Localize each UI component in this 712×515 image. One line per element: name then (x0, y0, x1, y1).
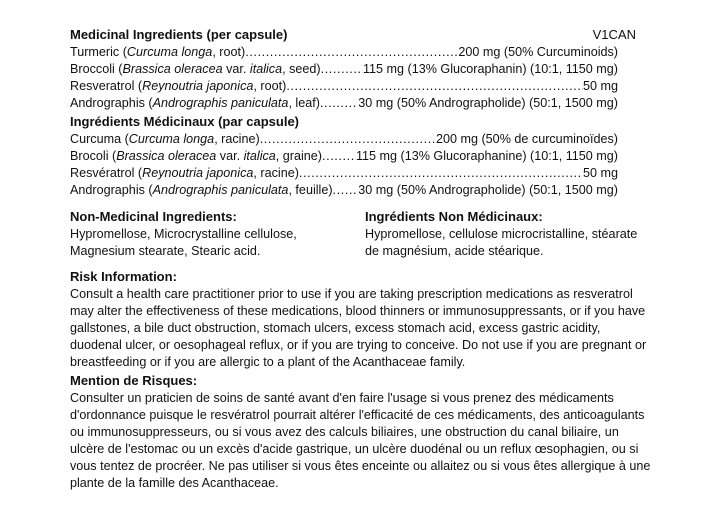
scientific-name: Andrographis paniculata (152, 96, 289, 110)
risk-fr-line: vous tentez de procréer. Ne pas utiliser si vous êtes enceinte ou allaitez ou si vous êtes allergique à une (70, 459, 651, 473)
non-medicinal-en (70, 208, 350, 260)
leader-dots (286, 78, 583, 95)
ingredient-row-fr-1: Brocoli (Brassica oleracea var. italica, graine) ..... 115 mg (13% Glucoraphanine) (10:1, 1150 mg) (70, 148, 618, 165)
scientific-name: Reynoutria japonica (142, 166, 254, 180)
ingredient-dose: 200 mg (50% Curcuminoids) (458, 45, 618, 59)
risk-en-line: gallstones, a bile duct obstruction, stomach ulcers, excess stomach acid, excess gastric acidity, (70, 321, 601, 335)
ingredient-row-fr-3: Andrographis (Andrographis paniculata, feuille) ..... 30 mg (50% Andrographolide) (50:1, 1500 mg) (70, 182, 618, 199)
risk-information-fr (70, 372, 651, 492)
risk-fr-line: d'ordonnance puisque le resvératrol pourrait altérer l'efficacité de ces médicaments, des anticoagulants (70, 408, 645, 422)
risk-fr-line: ou immunosuppresseurs, ou si vous avez des calculs biliaires, une obstruction du canal biliaire, un (70, 425, 619, 439)
risk-information-en (70, 268, 647, 371)
leader-dots (320, 95, 358, 112)
non-medicinal-en-title: Non-Medicinal Ingredients: (70, 209, 237, 224)
scientific-name: Brassica oleracea (122, 62, 223, 76)
risk-information-fr-title: Mention de Risques: (70, 373, 198, 388)
ingredient-dose: 30 mg (50% Andrographolide) (50:1, 1500 mg) (358, 183, 618, 197)
ingredient-dose: 115 mg (13% Glucoraphanin) (10:1, 1150 mg) (362, 62, 618, 76)
non-medicinal-fr-title: Ingrédients Non Médicinaux: (365, 209, 543, 224)
risk-fr-line: plante de la famille des Acanthaceae. (70, 476, 279, 490)
ingredient-dose: 50 mg (582, 166, 618, 180)
scientific-variety: italica (249, 62, 283, 76)
ingredient-row-en-3: Andrographis (Andrographis paniculata, leaf) ..... 30 mg (50% Andrographolide) (50:1, 1500 mg) (70, 95, 618, 112)
scientific-name: Reynoutria japonica (142, 79, 254, 93)
risk-en-line: may alter the effectiveness of these medications, blood thinners or immunosuppressants, or if you have (70, 304, 646, 318)
non-medicinal-fr (365, 208, 640, 260)
medicinal-ingredients-title: Medicinal Ingredients (per capsule) (70, 27, 288, 42)
ingredient-row-en-0: Turmeric (Curcuma longa, root) ..... 200 mg (50% Curcuminoids) (70, 44, 618, 61)
leader-dots (321, 61, 363, 78)
non-medicinal-fr-line: Hypromellose, cellulose microcristalline, stéarate (365, 227, 638, 241)
label-code: V1CAN (592, 27, 636, 42)
non-medicinal-fr-line: de magnésium, acide stéarique. (365, 244, 544, 258)
ingredients-medicinaux-title: Ingrédients Médicinaux (par capsule) (70, 114, 299, 129)
risk-en-line: Consult a health care practitioner prior to use if you are taking prescription medications as resveratrol (70, 287, 633, 301)
risk-en-line: breastfeeding or if you are allergic to a plant of the Acanthaceae family. (70, 355, 466, 369)
scientific-name: Brassica oleracea (116, 149, 217, 163)
ingredient-dose: 30 mg (50% Andrographolide) (50:1, 1500 mg) (358, 96, 618, 110)
ingredient-dose: 200 mg (50% de curcuminoïdes) (435, 132, 618, 146)
risk-information-en-title: Risk Information: (70, 269, 177, 284)
ingredient-dose: 50 mg (582, 79, 618, 93)
leader-dots (245, 44, 458, 61)
leader-dots (333, 182, 359, 199)
risk-fr-line: Consulter un praticien de soins de santé avant d'en faire l'usage si vous prenez des médicaments (70, 391, 614, 405)
scientific-name: Andrographis paniculata (152, 183, 289, 197)
leader-dots (260, 131, 436, 148)
ingredient-row-fr-0: Curcuma (Curcuma longa, racine) ..... 200 mg (50% de curcuminoïdes) (70, 131, 618, 148)
medicinal-ingredients-header (70, 26, 636, 44)
scientific-variety: italica (243, 149, 276, 163)
ingredient-row-fr-2: Resvératrol (Reynoutria japonica, racine) ..... 50 mg (70, 165, 618, 182)
ingredient-dose: 115 mg (13% Glucoraphanine) (10:1, 1150 mg) (355, 149, 618, 163)
scientific-name: Curcuma longa (128, 132, 215, 146)
leader-dots (299, 165, 583, 182)
risk-fr-line: ulcère de l'estomac ou un excès d'acide gastrique, un ulcère duodénal ou un reflux œsophagien, ou si (70, 442, 639, 456)
non-medicinal-en-line: Magnesium stearate, Stearic acid. (70, 244, 261, 258)
non-medicinal-en-line: Hypromellose, Microcrystalline cellulose, (70, 227, 297, 241)
leader-dots (322, 148, 356, 165)
ingredient-row-en-1: Broccoli (Brassica oleracea var. italica, seed) ..... 115 mg (13% Glucoraphanin) (10:1, 1150 mg) (70, 61, 618, 78)
risk-en-line: duodenal ulcer, or oesophageal reflux, or if you are trying to conceive. Do not use if you are pregnant or (70, 338, 647, 352)
scientific-name: Curcuma longa (126, 45, 213, 59)
ingredient-row-en-2: Resveratrol (Reynoutria japonica, root) ..... 50 mg (70, 78, 618, 95)
